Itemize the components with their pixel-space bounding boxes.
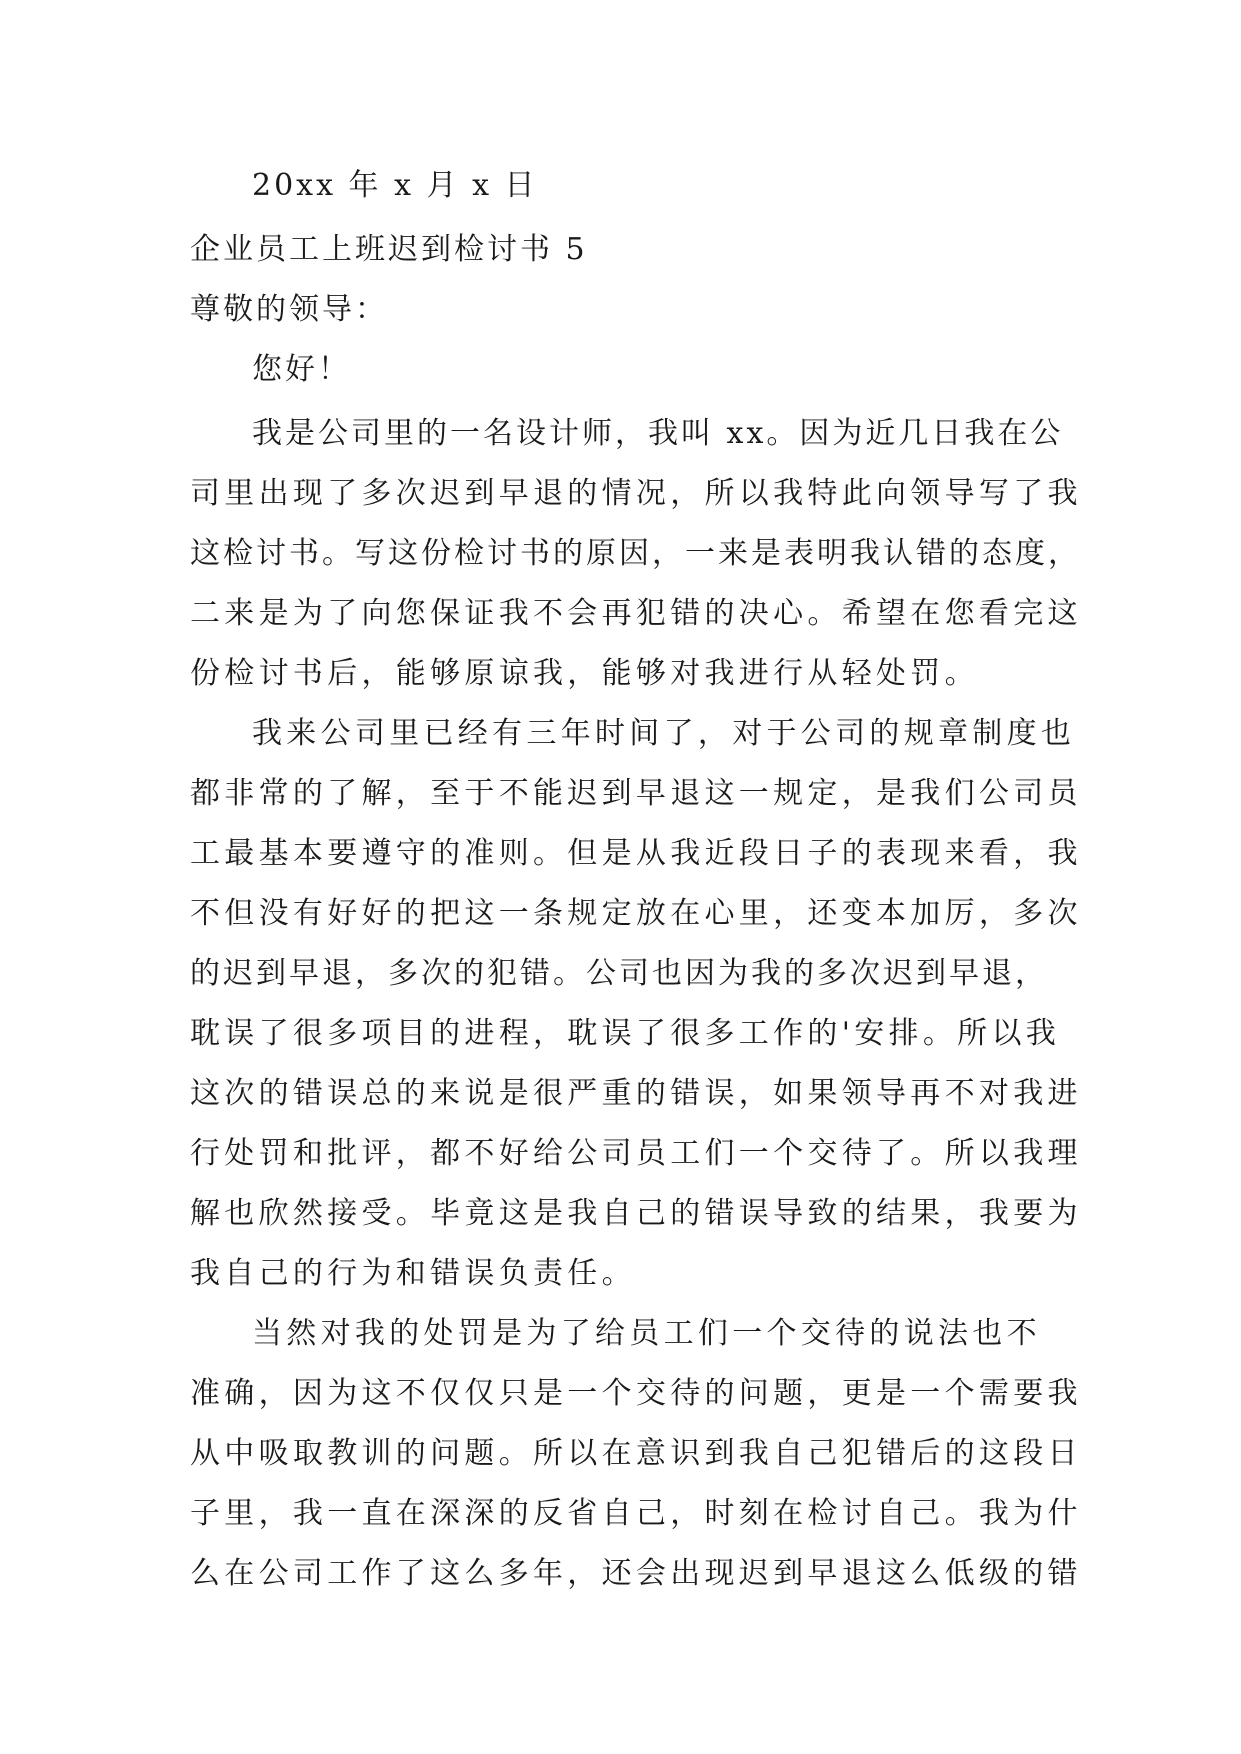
paragraph-1-line: 这检讨书。写这份检讨书的原因，一来是表明我认错的态度，: [190, 536, 1081, 571]
paragraph-2-line: 耽误了很多项目的进程，耽误了很多工作的'安排。所以我: [190, 1016, 1061, 1051]
paragraph-3-line: 子里，我一直在深深的反省自己，时刻在检讨自己。我为什: [190, 1496, 1082, 1531]
paragraph-1-line: 二来是为了向您保证我不会再犯错的决心。希望在您看完这: [190, 596, 1082, 631]
paragraph-2-line: 工最基本要遵守的准则。但是从我近段日子的表现来看，我: [190, 836, 1082, 871]
paragraph-2-line: 都非常的了解，至于不能迟到早退这一规定，是我们公司员: [190, 776, 1082, 811]
paragraph-2-line: 的迟到早退，多次的犯错。公司也因为我的多次迟到早退，: [190, 956, 1048, 991]
paragraph-3-line: 么在公司工作了这么多年，还会出现迟到早退这么低级的错: [190, 1556, 1082, 1591]
paragraph-1-line: 司里出现了多次迟到早退的情况，所以我特此向领导写了我: [190, 476, 1082, 511]
salutation: 尊敬的领导：: [190, 292, 388, 327]
document-title: 企业员工上班迟到检讨书 5: [190, 232, 588, 267]
date-line: 20xx 年 x 月 x 日: [252, 168, 538, 203]
greeting: 您好！: [252, 352, 351, 387]
paragraph-2-line: 我来公司里已经有三年时间了，对于公司的规章制度也: [252, 716, 1076, 751]
paragraph-3-line: 从中吸取教训的问题。所以在意识到我自己犯错后的这段日: [190, 1436, 1082, 1471]
paragraph-2-line: 这次的错误总的来说是很严重的错误，如果领导再不对我进: [190, 1076, 1082, 1111]
paragraph-2-line: 我自己的行为和错误负责任。: [190, 1256, 636, 1291]
paragraph-3-line: 当然对我的处罚是为了给员工们一个交待的说法也不: [252, 1316, 1041, 1351]
paragraph-3-line: 准确，因为这不仅仅只是一个交待的问题，更是一个需要我: [190, 1376, 1082, 1411]
paragraph-2-line: 行处罚和批评，都不好给公司员工们一个交待了。所以我理: [190, 1136, 1082, 1171]
paragraph-2-line: 不但没有好好的把这一条规定放在心里，还变本加厉，多次: [190, 896, 1082, 931]
paragraph-2-line: 解也欣然接受。毕竟这是我自己的错误导致的结果，我要为: [190, 1196, 1082, 1231]
paragraph-1-line: 份检讨书后，能够原谅我，能够对我进行从轻处罚。: [190, 656, 979, 691]
paragraph-1-line: 我是公司里的一名设计师，我叫 xx。因为近几日我在公: [252, 416, 1064, 451]
